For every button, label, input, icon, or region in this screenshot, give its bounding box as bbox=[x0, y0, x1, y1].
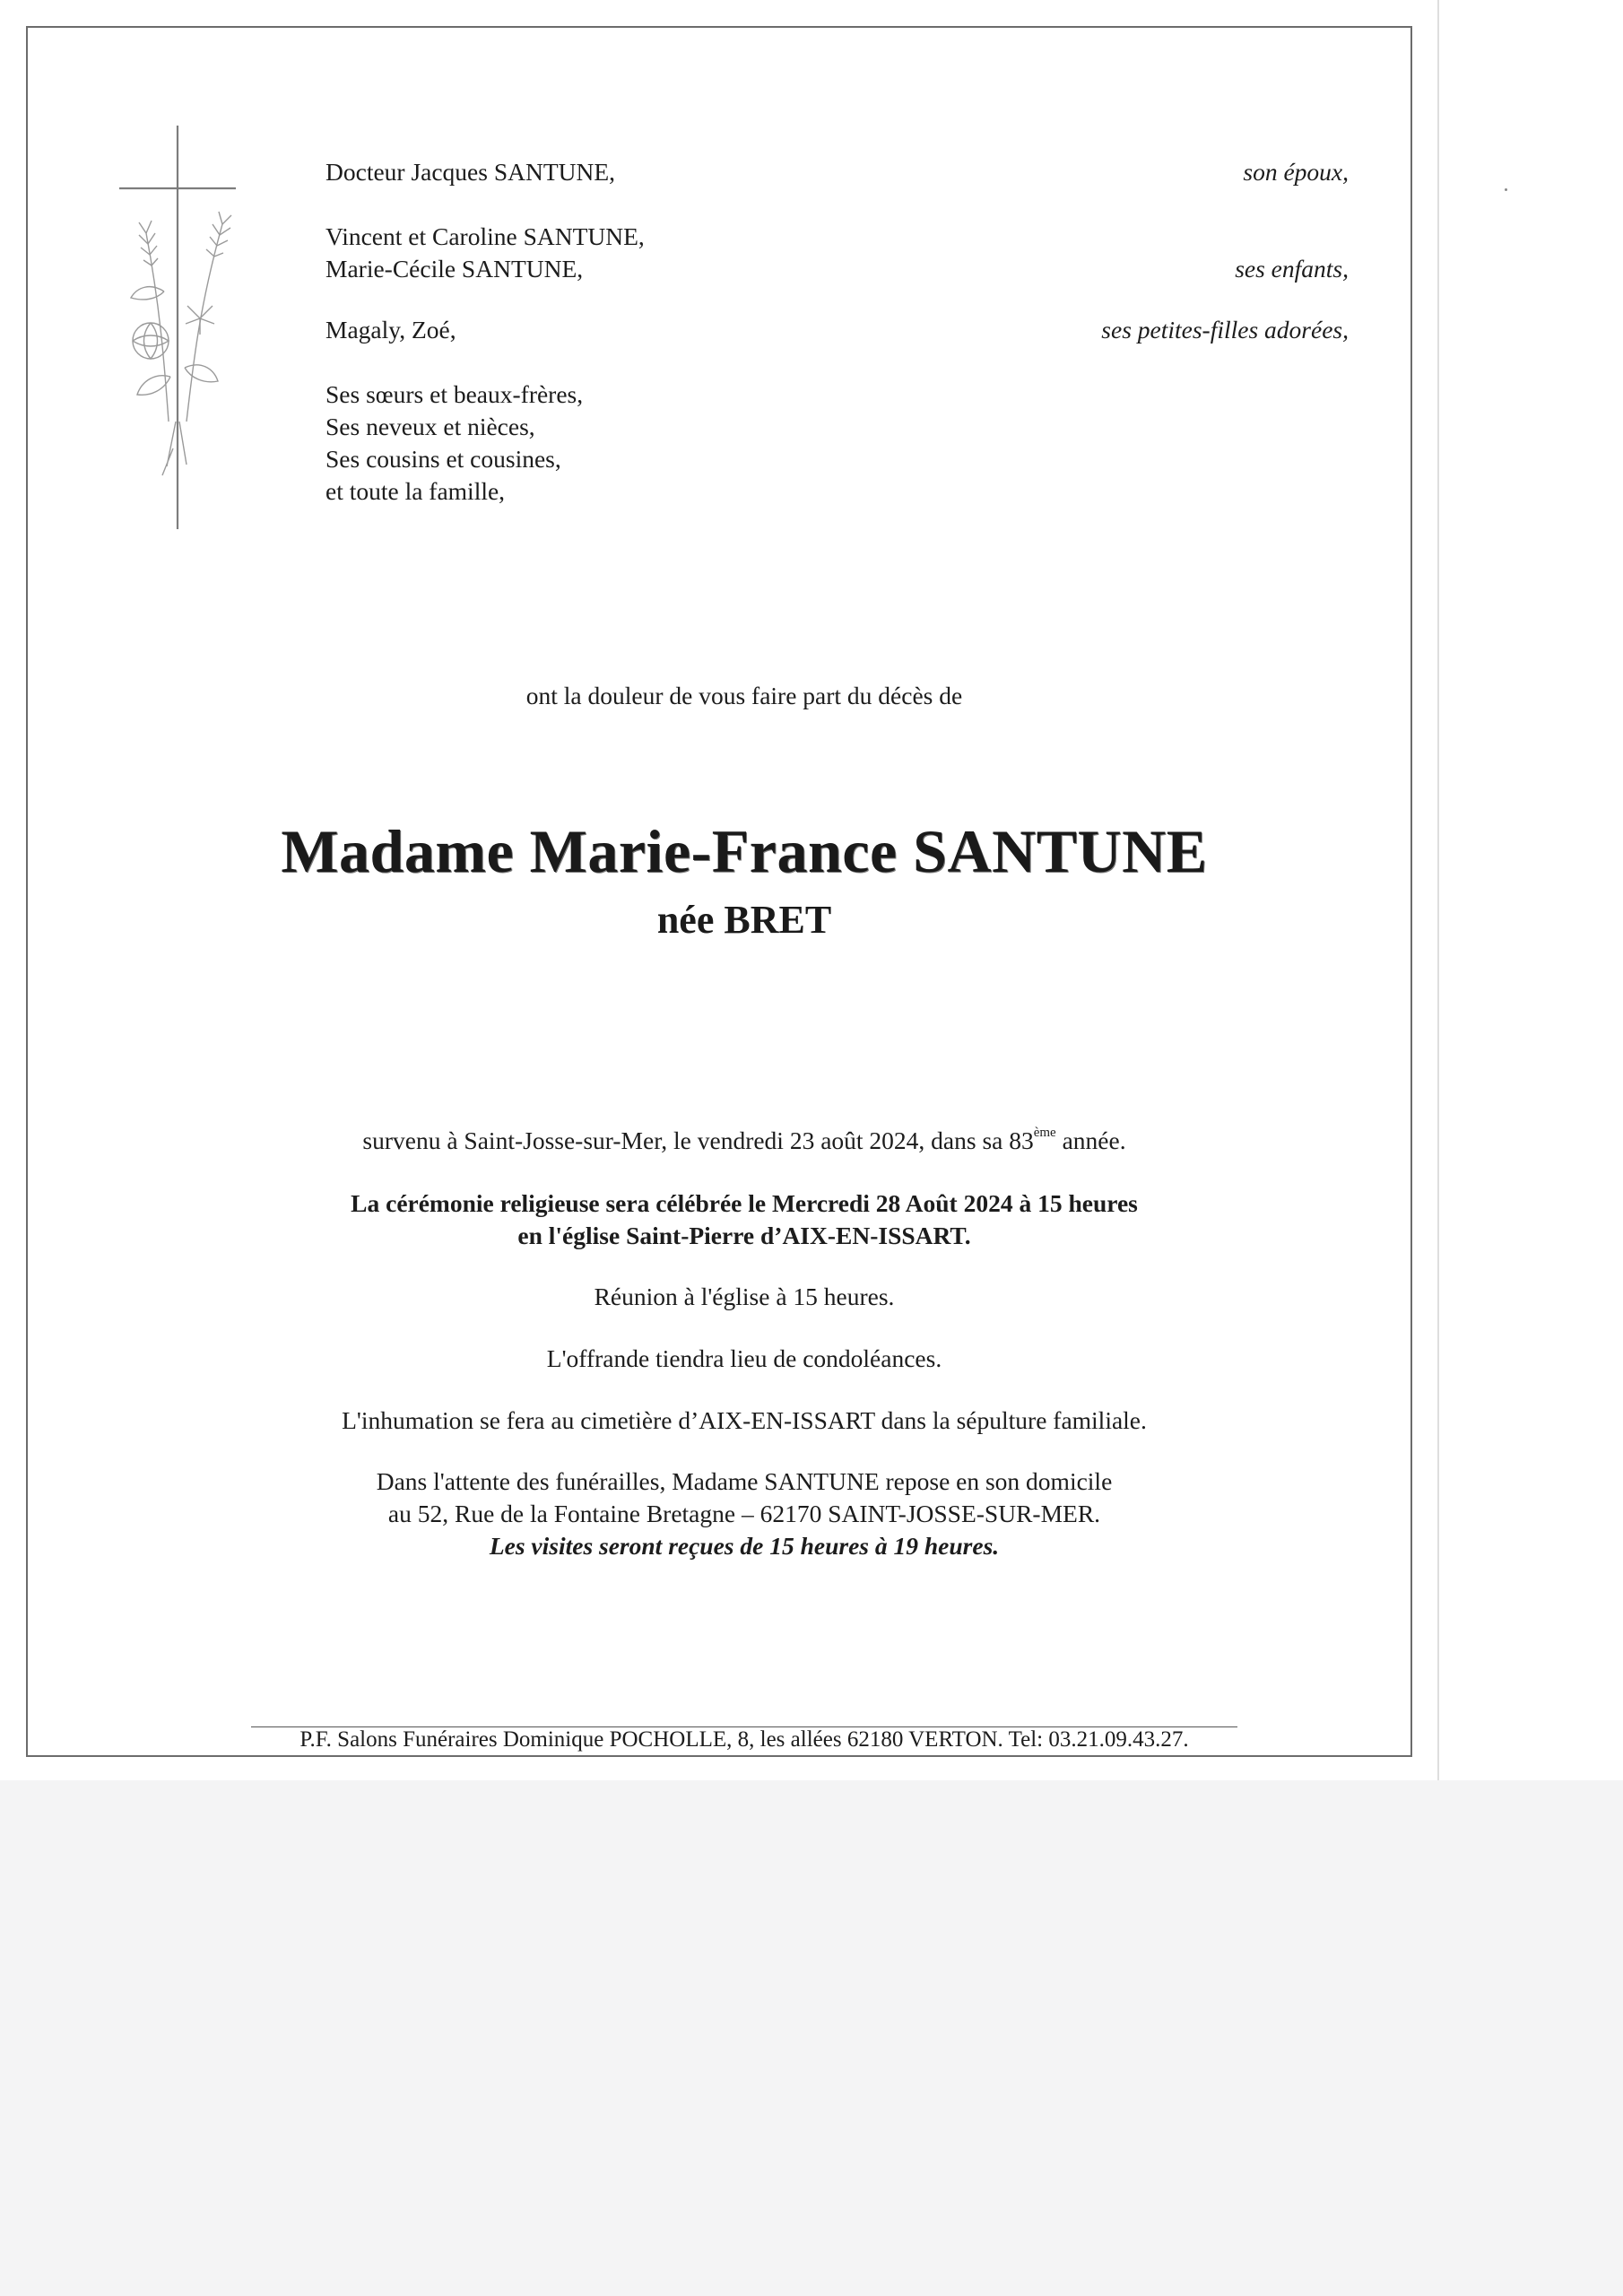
death-notice bbox=[0, 1125, 1488, 1157]
family-name-line: et toute la famille, bbox=[325, 477, 506, 505]
scan-margin bbox=[0, 1780, 1623, 2296]
funeral-home-footer: P.F. Salons Funéraires Dominique POCHOLLE, 8, les allées 62180 VERTON. Tel: 03.21.09.43.27. bbox=[299, 1727, 1189, 1752]
rest-line-2: au 52, Rue de la Fontaine Bretagne – 62170 SAINT-JOSSE-SUR-MER. bbox=[387, 1500, 1101, 1527]
relation-spouse: son époux, bbox=[1243, 158, 1349, 186]
relation-granddaughters: ses petites-filles adorées, bbox=[1101, 316, 1349, 344]
deceased-name: Madame Marie-France SANTUNE bbox=[281, 817, 1208, 885]
announcement-text: ont la douleur de vous faire part du décès de bbox=[525, 682, 963, 709]
family-name-line: Marie-Cécile SANTUNE, bbox=[325, 255, 584, 283]
scan-speck bbox=[1505, 188, 1507, 191]
relation-children: ses enfants, bbox=[1235, 255, 1349, 283]
family-names-row-1 bbox=[325, 156, 615, 188]
offering-text: L'offrande tiendra lieu de condoléances. bbox=[546, 1344, 942, 1372]
family-name-line: Docteur Jacques SANTUNE, bbox=[325, 158, 616, 186]
ceremony-line-1: La cérémonie religieuse sera célébrée le Mercredi 28 Août 2024 à 15 heures bbox=[351, 1189, 1138, 1217]
family-name-line: Vincent et Caroline SANTUNE, bbox=[325, 222, 645, 250]
ordinal-suffix: ème bbox=[1033, 1126, 1056, 1140]
family-name-line: Magaly, Zoé, bbox=[325, 316, 456, 344]
death-notice-end: année. bbox=[1055, 1126, 1126, 1154]
family-name-line: Ses neveux et nièces, bbox=[325, 413, 535, 440]
rest-line-1: Dans l'attente des funérailles, Madame SANTUNE repose en son domicile bbox=[376, 1467, 1113, 1495]
family-names-row-4 bbox=[325, 378, 583, 508]
family-names-row-2 bbox=[325, 221, 645, 285]
maiden-name: née BRET bbox=[656, 898, 832, 942]
reunion-text: Réunion à l'église à 15 heures. bbox=[594, 1283, 895, 1310]
burial-text: L'inhumation se fera au cimetière d’AIX-EN-ISSART dans la sépulture familiale. bbox=[342, 1406, 1147, 1434]
ceremony-line-2: en l'église Saint-Pierre d’AIX-EN-ISSART. bbox=[517, 1222, 971, 1249]
family-name-line: Ses sœurs et beaux-frères, bbox=[325, 380, 584, 408]
family-names-row-3 bbox=[325, 314, 456, 346]
family-name-line: Ses cousins et cousines, bbox=[325, 445, 561, 473]
visits-text: Les visites seront reçues de 15 heures à 19 heures. bbox=[489, 1532, 1000, 1560]
cross-with-flowers-icon bbox=[115, 126, 249, 538]
death-notice-text: survenu à Saint-Josse-sur-Mer, le vendredi 23 août 2024, dans sa 83 bbox=[362, 1126, 1034, 1154]
